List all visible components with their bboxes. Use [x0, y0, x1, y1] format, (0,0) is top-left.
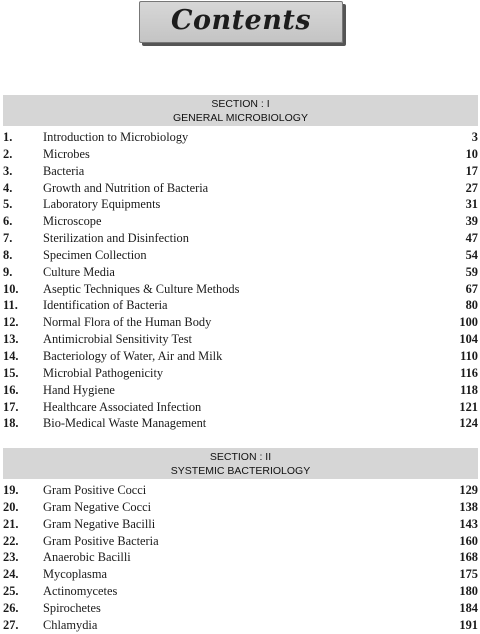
chapter-page-number: 80 [465, 298, 478, 313]
chapter-title: Laboratory Equipments [43, 197, 161, 212]
toc-entry[interactable] [0, 196, 480, 213]
toc-entry[interactable] [0, 617, 480, 634]
section-2-chapter-list [0, 482, 480, 634]
chapter-page-number: 124 [459, 416, 478, 431]
chapter-title: Microbial Pathogenicity [43, 365, 164, 380]
chapter-title: Chlamydia [43, 617, 98, 632]
chapter-title: Anaerobic Bacilli [43, 550, 131, 565]
chapter-title: Culture Media [43, 264, 115, 279]
toc-entry[interactable] [0, 348, 480, 365]
toc-entry[interactable] [0, 382, 480, 399]
toc-entry[interactable] [0, 482, 480, 499]
toc-entry[interactable] [0, 533, 480, 550]
chapter-title: Mycoplasma [43, 567, 108, 582]
chapter-number: 26. [3, 600, 19, 615]
chapter-number: 19. [3, 483, 19, 497]
chapter-title: Hand Hygiene [43, 382, 115, 397]
chapter-title: Normal Flora of the Human Body [43, 315, 212, 330]
section-1-chapter-list [0, 129, 480, 432]
chapter-title: Gram Positive Bacteria [43, 533, 159, 548]
chapter-number: 8. [3, 247, 13, 262]
toc-entry[interactable] [0, 146, 480, 163]
chapter-page-number: 3 [471, 130, 478, 144]
chapter-page-number: 138 [459, 499, 478, 514]
chapter-title: Identification of Bacteria [43, 298, 168, 313]
chapter-number: 16. [3, 382, 19, 397]
chapter-page-number: 116 [460, 365, 478, 380]
toc-entry[interactable] [0, 297, 480, 314]
chapter-page-number: 39 [465, 214, 478, 229]
chapter-number: 15. [3, 365, 19, 380]
section-title: SYSTEMIC BACTERIOLOGY [170, 465, 311, 477]
chapter-number: 12. [3, 315, 19, 330]
contents-title-banner [139, 1, 343, 43]
chapter-page-number: 100 [459, 315, 478, 330]
toc-entry[interactable] [0, 600, 480, 617]
chapter-page-number: 10 [465, 146, 478, 161]
chapter-title: Spirochetes [43, 600, 101, 615]
toc-entry[interactable] [0, 365, 480, 382]
chapter-title: Sterilization and Disinfection [43, 231, 189, 246]
toc-entry[interactable] [0, 264, 480, 281]
chapter-page-number: 121 [459, 399, 478, 414]
toc-entry[interactable] [0, 516, 480, 533]
toc-entry[interactable] [0, 499, 480, 516]
section-label: SECTION : II [209, 451, 272, 463]
toc-entry[interactable] [0, 566, 480, 583]
chapter-page-number: 104 [459, 332, 478, 347]
chapter-page-number: 17 [465, 163, 478, 178]
chapter-page-number: 54 [465, 247, 478, 262]
chapter-title: Aseptic Techniques & Culture Methods [43, 281, 240, 296]
chapter-number: 9. [3, 264, 13, 279]
chapter-page-number: 143 [459, 516, 478, 531]
toc-entry[interactable] [0, 247, 480, 264]
chapter-title: Bio-Medical Waste Management [43, 416, 207, 431]
chapter-number: 5. [3, 197, 13, 212]
chapter-page-number: 118 [460, 382, 478, 397]
chapter-page-number: 184 [459, 600, 478, 615]
toc-entry[interactable] [0, 331, 480, 348]
chapter-number: 24. [3, 567, 19, 582]
chapter-page-number: 168 [459, 550, 478, 565]
chapter-number: 20. [3, 499, 19, 514]
chapter-number: 2. [3, 146, 13, 161]
chapter-page-number: 47 [465, 231, 478, 246]
page-title: Contents [170, 5, 312, 36]
chapter-title: Bacteriology of Water, Air and Milk [43, 348, 223, 363]
toc-entry[interactable] [0, 213, 480, 230]
chapter-page-number: 180 [459, 584, 478, 599]
chapter-number: 14. [3, 348, 19, 363]
chapter-page-number: 59 [465, 264, 478, 279]
chapter-page-number: 31 [465, 197, 478, 212]
chapter-title: Specimen Collection [43, 247, 147, 262]
section-title: GENERAL MICROBIOLOGY [173, 112, 308, 124]
chapter-number: 4. [3, 180, 13, 195]
chapter-number: 21. [3, 516, 19, 531]
toc-entry[interactable] [0, 163, 480, 180]
chapter-title: Growth and Nutrition of Bacteria [43, 180, 209, 195]
chapter-title: Healthcare Associated Infection [43, 399, 202, 414]
chapter-page-number: 160 [459, 533, 478, 548]
chapter-page-number: 110 [460, 348, 478, 363]
toc-entry[interactable] [0, 129, 480, 146]
chapter-page-number: 27 [465, 180, 478, 195]
chapter-title: Introduction to Microbiology [43, 130, 189, 144]
toc-entry[interactable] [0, 583, 480, 600]
chapter-title: Gram Positive Cocci [43, 483, 147, 497]
toc-entry[interactable] [0, 399, 480, 416]
toc-entry[interactable] [0, 314, 480, 331]
section-header-2 [3, 448, 478, 479]
chapter-number: 27. [3, 617, 19, 632]
chapter-number: 11. [3, 298, 18, 313]
chapter-number: 1. [3, 130, 13, 144]
toc-entry[interactable] [0, 180, 480, 197]
chapter-title: Microscope [43, 214, 102, 229]
chapter-number: 6. [3, 214, 13, 229]
chapter-number: 25. [3, 584, 19, 599]
chapter-number: 18. [3, 416, 19, 431]
chapter-page-number: 67 [465, 281, 478, 296]
section-label: SECTION : I [211, 98, 270, 110]
chapter-title: Gram Negative Bacilli [43, 516, 156, 531]
chapter-number: 10. [3, 281, 19, 296]
toc-entry[interactable] [0, 549, 480, 566]
chapter-title: Microbes [43, 146, 90, 161]
chapter-number: 23. [3, 550, 19, 565]
chapter-number: 13. [3, 332, 19, 347]
toc-entry[interactable] [0, 415, 480, 432]
chapter-title: Bacteria [43, 163, 85, 178]
chapter-number: 3. [3, 163, 13, 178]
chapter-number: 17. [3, 399, 19, 414]
chapter-title: Actinomycetes [43, 584, 118, 599]
chapter-page-number: 175 [459, 567, 478, 582]
chapter-number: 22. [3, 533, 19, 548]
chapter-page-number: 129 [459, 483, 478, 497]
toc-entry[interactable] [0, 230, 480, 247]
chapter-title: Antimicrobial Sensitivity Test [43, 332, 192, 347]
toc-entry[interactable] [0, 281, 480, 298]
chapter-page-number: 191 [459, 617, 478, 632]
chapter-title: Gram Negative Cocci [43, 499, 152, 514]
section-header-1 [3, 95, 478, 126]
chapter-number: 7. [3, 231, 13, 246]
